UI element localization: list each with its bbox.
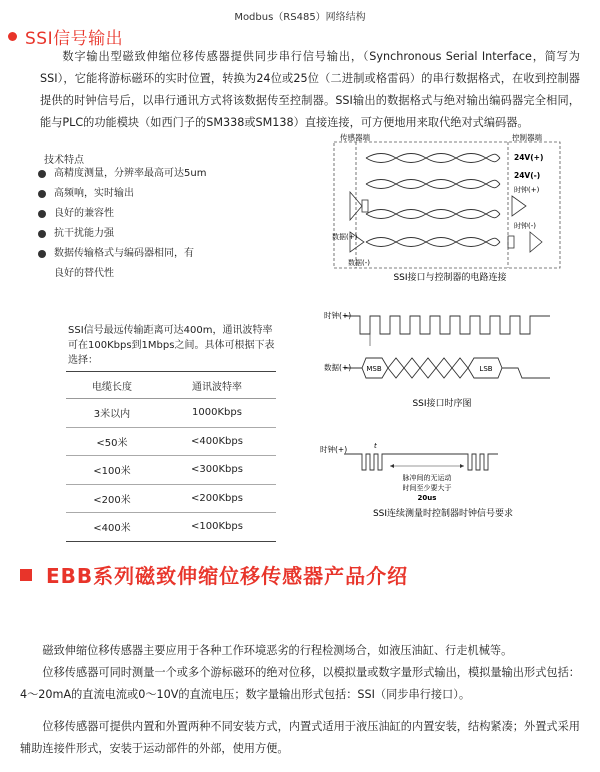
- timing-caption: SSI接口时序图: [412, 399, 472, 409]
- square-bullet-icon: [20, 569, 32, 581]
- data-neg-label: 数据(-): [348, 259, 370, 267]
- table-row: [66, 513, 276, 542]
- list-item: 抗干扰能力强: [38, 224, 206, 244]
- bullet-icon: [38, 250, 46, 258]
- ebb-paragraph-1: 磁致伸缩位移传感器主要应用于各种工作环境恶劣的行程检测场合，如液压油缸、行走机械等。: [42, 644, 513, 657]
- ssi-circuit-diagram: [330, 132, 570, 282]
- table-cell: <300Kbps: [158, 456, 276, 485]
- twisted-pair-cables: [366, 154, 500, 247]
- v-neg-label: 24V(-): [514, 171, 541, 180]
- clock-waveform: [344, 316, 550, 334]
- section-ebb-title: EBB系列磁致伸缩位移传感器产品介绍: [46, 564, 409, 588]
- ssi-continuous-diagram: [318, 440, 568, 520]
- clock-neg-label: 时钟(-): [514, 222, 536, 230]
- v-pos-label: 24V(+): [514, 153, 544, 162]
- list-item: 高频响，实时输出: [38, 184, 206, 204]
- lsb-label: LSB: [479, 365, 493, 373]
- timing-clock-label: 时钟(+): [324, 311, 352, 320]
- table-cell: <400Kbps: [158, 427, 276, 456]
- list-item: 良好的兼容性: [38, 204, 206, 224]
- column-header-baud-rate: 通讯波特率: [158, 372, 276, 399]
- ssi-transmission-note: SSI信号最远传输距离可达400m，通讯波特率可在100Kbps到1Mbps之间。具体可根据下表选择：: [68, 325, 275, 366]
- controller-receiver-icon: [530, 232, 542, 252]
- controller-driver-icon: [512, 196, 526, 216]
- tech-features-title: 技术特点: [44, 155, 84, 166]
- data-pos-label: 数据(+): [332, 233, 358, 241]
- table-cell: 1000Kbps: [158, 399, 276, 428]
- cont-clock-label: 时钟(+): [320, 445, 348, 454]
- ssi-intro-paragraph: 数字输出型磁致伸缩位移传感器提供同步串行信号输出，（Synchronous Serial Interface，简写为SSI），它能将游标磁环的实时位置，转换为24位或25位（二进制或格雷码）的串行数据格式，在收到控制器提供的时钟信号后，以串行通讯方式将该数据传至控制器。SSI输出的数据格式与绝对输出编码器完全相同，能与PLC的功能模块（如西门子的SM338或SM138）直接连接，可方便地用来取代绝对式编码器。: [40, 50, 580, 129]
- controller-end-label: 控制器端: [512, 133, 542, 142]
- circuit-caption: SSI接口与控制器的电路连接: [393, 273, 507, 282]
- bullet-icon: [38, 170, 46, 178]
- table-cell: <100米: [66, 456, 158, 485]
- column-header-cable-length: 电缆长度: [66, 372, 158, 399]
- table-cell: <400米: [66, 513, 158, 542]
- list-item: 高精度测量，分辨率最高可达5um: [38, 164, 206, 184]
- table-row: [66, 427, 276, 456]
- table-cell: 3米以内: [66, 399, 158, 428]
- cont-note-line2: 时间至少要大于: [402, 484, 452, 492]
- table-row: [66, 456, 276, 485]
- page-header-title: Modbus（RS485）网络结构: [234, 12, 366, 23]
- table-row: [66, 399, 276, 428]
- t-mark-label: t: [374, 442, 377, 450]
- table-row: [66, 484, 276, 513]
- list-item: 数据传输格式与编码器相同，有: [38, 244, 206, 264]
- ebb-paragraph-3: 位移传感器可提供内置和外置两种不同安装方式，内置式适用于液压油缸的内置安装，结构紧凑；外置式采用辅助连接件形式，安装于运动部件的外部，使用方便。: [20, 720, 580, 755]
- cont-note-line1: 脉冲间的无运动: [402, 474, 452, 482]
- section-ssi-title: SSI信号输出: [25, 29, 124, 49]
- bullet-icon: [38, 210, 46, 218]
- cont-clock-waveform: [344, 454, 498, 470]
- msb-label: MSB: [366, 365, 382, 373]
- sensor-resistor: [362, 200, 368, 212]
- table-header-row: [66, 372, 276, 399]
- tech-features-list: [38, 164, 206, 284]
- controller-resistor: [508, 236, 514, 248]
- section-ebb-heading: [20, 560, 408, 589]
- table-cell: <200Kbps: [158, 484, 276, 513]
- bullet-icon: [38, 190, 46, 198]
- bullet-dot-icon: [8, 32, 17, 41]
- clock-pos-label: 时钟(+): [514, 186, 540, 194]
- table-cell: <50米: [66, 427, 158, 456]
- ssi-timing-diagram: [322, 304, 562, 424]
- table-cell: <200米: [66, 484, 158, 513]
- continuous-caption: SSI连续测量时控制器时钟信号要求: [372, 509, 514, 519]
- sensor-end-label: 传感器端: [340, 133, 370, 142]
- bullet-icon: [38, 230, 46, 238]
- sensor-receiver-icon: [350, 192, 362, 220]
- timing-data-label: 数据(+): [324, 363, 352, 372]
- baud-rate-table: [66, 371, 276, 542]
- ebb-paragraph-2: 位移传感器可同时测量一个或多个游标磁环的绝对位移，以模拟量或数字量形式输出，模拟量输出形式包括：4～20mA的直流电流或0～10V的直流电压；数字量输出形式包括：SSI（同步串行接口）。: [20, 666, 580, 701]
- cont-note-line3: 20us: [417, 494, 437, 502]
- table-cell: <100Kbps: [158, 513, 276, 542]
- list-item-continuation: 良好的替代性: [54, 268, 114, 279]
